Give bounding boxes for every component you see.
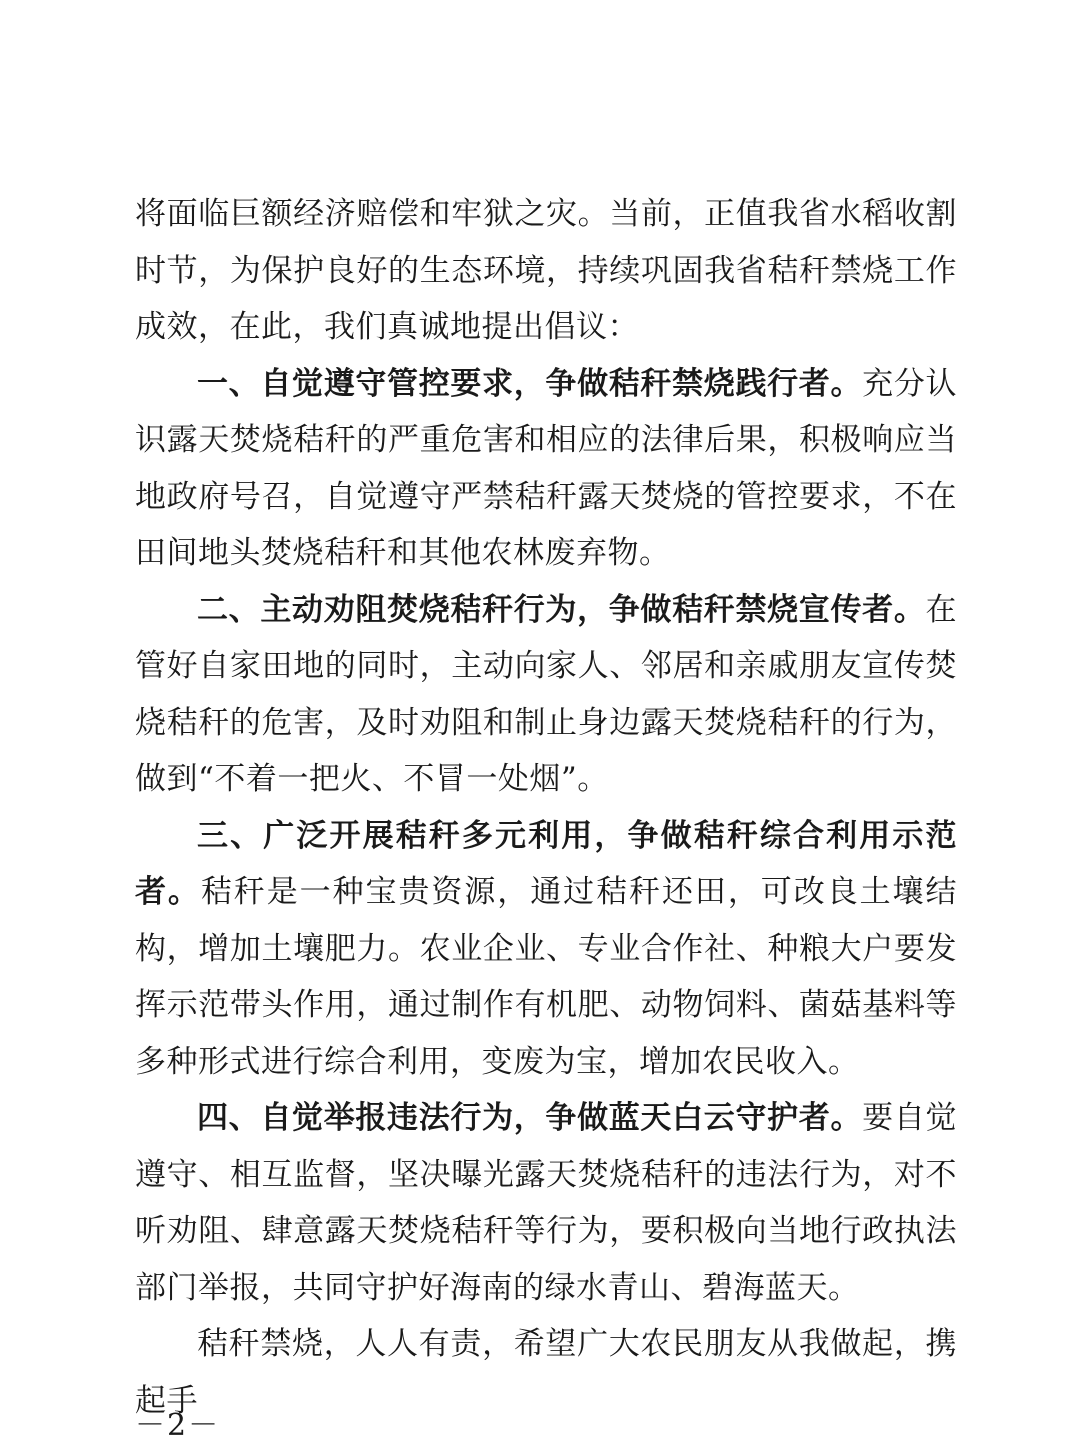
paragraph-lead: 三、广泛开展秸秆多元利用，争做秸秆综合利用示范者。 bbox=[135, 817, 957, 910]
document-body bbox=[135, 186, 957, 1429]
paragraph-text: 在管好自家田地的同时，主动向家人、邻居和亲戚朋友宣传焚烧秸秆的危害，及时劝阻和制止身边露天焚烧秸秆的行为，做到“不着一把火、不冒一处烟”。 bbox=[135, 591, 957, 797]
paragraph-lead: 四、自觉举报违法行为，争做蓝天白云守护者。 bbox=[197, 1100, 863, 1136]
paragraph-proposal-3 bbox=[135, 808, 957, 1091]
paragraph-intro bbox=[135, 186, 957, 356]
paragraph-proposal-4 bbox=[135, 1090, 957, 1316]
paragraph-text: 将面临巨额经济赔偿和牢狱之灾。当前，正值我省水稻收割时节，为保护良好的生态环境，持续巩固我省秸秆禁烧工作成效，在此，我们真诚地提出倡议： bbox=[135, 196, 957, 345]
paragraph-lead: 二、主动劝阻焚烧秸秆行为，争做秸秆禁烧宣传者。 bbox=[197, 591, 926, 628]
paragraph-closing bbox=[135, 1316, 957, 1429]
page-number: －2－ bbox=[135, 1408, 221, 1443]
paragraph-proposal-1 bbox=[135, 356, 957, 582]
paragraph-text: 秸秆是一种宝贵资源，通过秸秆还田，可改良土壤结构，增加土壤肥力。农业企业、专业合作社、种粮大户要发挥示范带头作用，通过制作有机肥、动物饲料、菌菇基料等多种形式进行综合利用，变废为宝，增加农民收入。 bbox=[135, 874, 957, 1080]
paragraph-text: 秸秆禁烧，人人有责，希望广大农民朋友从我做起，携起手 bbox=[135, 1326, 957, 1419]
paragraph-lead: 一、自觉遵守管控要求，争做秸秆禁烧践行者。 bbox=[197, 365, 863, 402]
paragraph-text: 要自觉遵守、相互监督，坚决曝光露天焚烧秸秆的违法行为，对不听劝阻、肆意露天焚烧秸秆等行为，要积极向当地行政执法部门举报，共同守护好海南的绿水青山、碧海蓝天。 bbox=[135, 1100, 958, 1306]
paragraph-proposal-2 bbox=[135, 582, 957, 808]
paragraph-text: 充分认识露天焚烧秸秆的严重危害和相应的法律后果，积极响应当地政府号召，自觉遵守严禁秸秆露天焚烧的管控要求，不在田间地头焚烧秸秆和其他农林废弃物。 bbox=[135, 365, 958, 571]
